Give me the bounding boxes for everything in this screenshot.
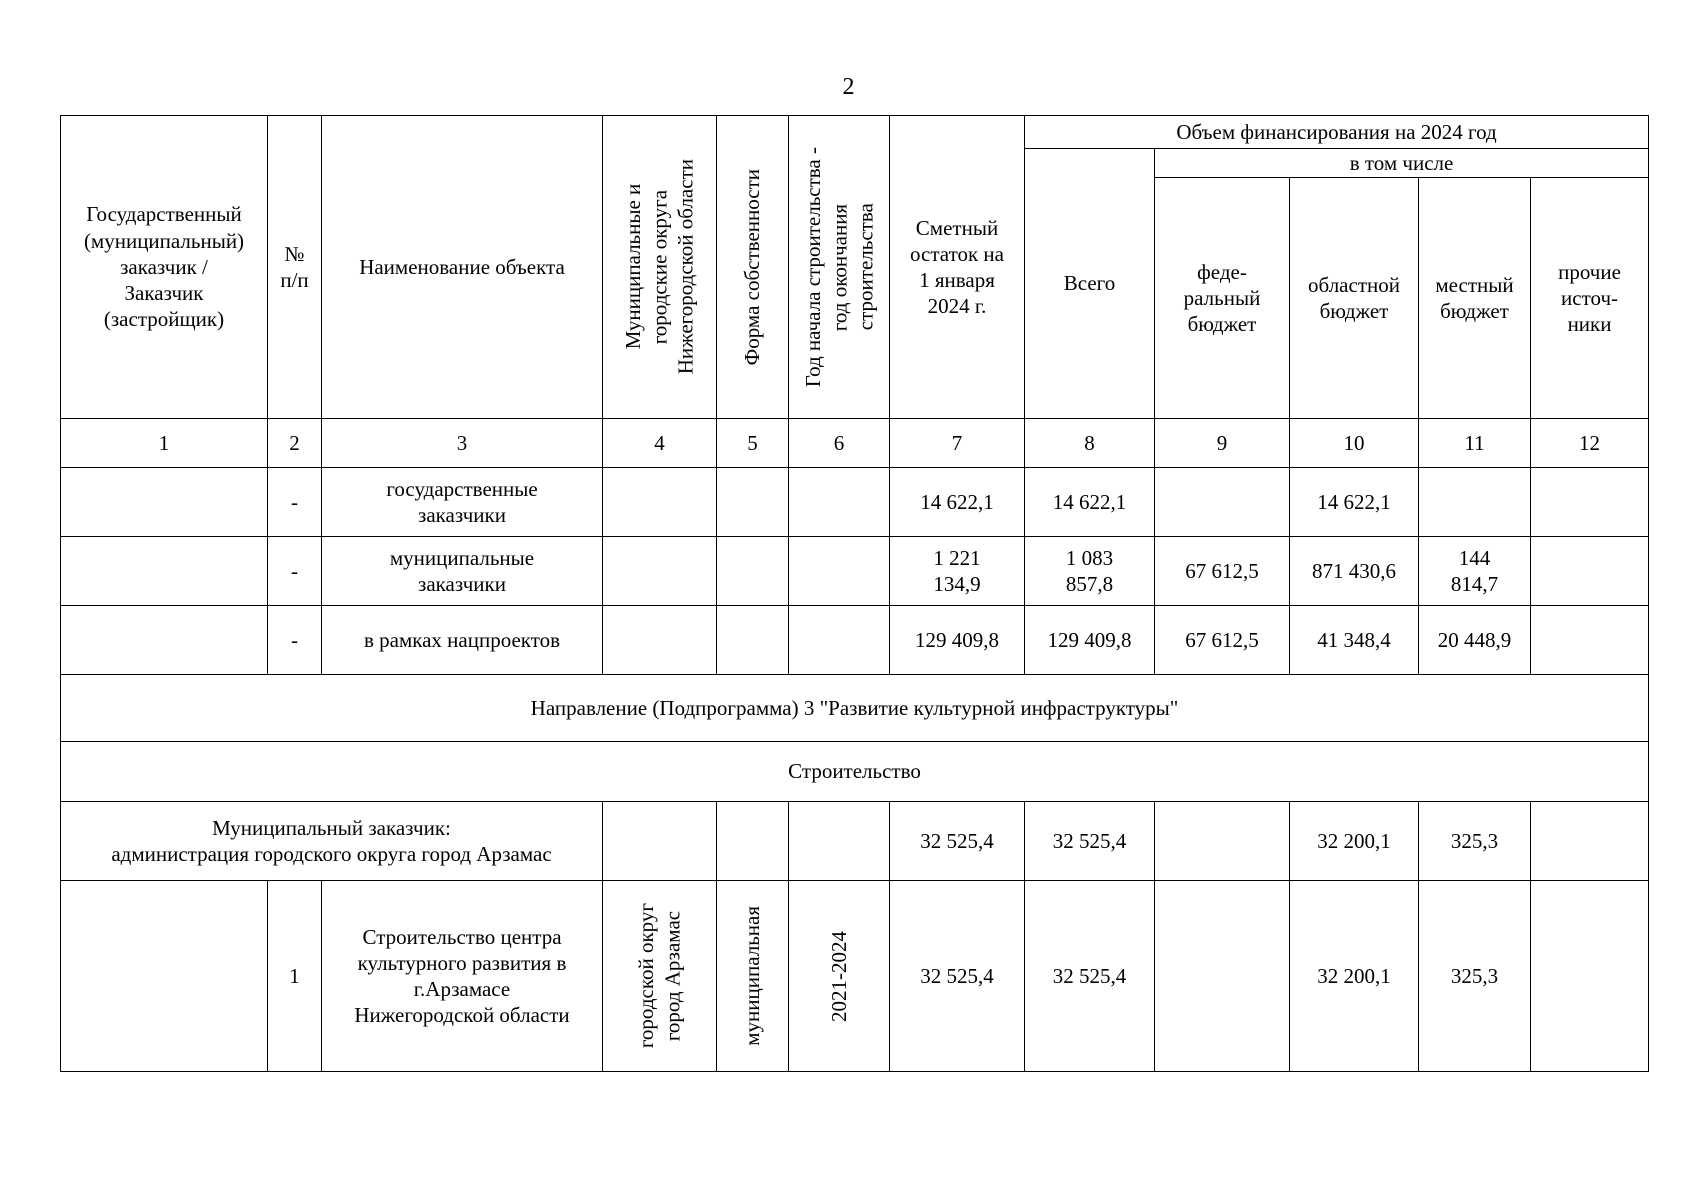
cell-customer [61, 468, 268, 537]
header-federal: феде- ральный бюджет [1155, 178, 1290, 419]
cell-municipality [603, 606, 717, 675]
summary-row-national-projects [61, 606, 1649, 675]
header-financing: Объем финансирования на 2024 год [1025, 116, 1649, 149]
cell-total: 129 409,8 [1025, 606, 1155, 675]
column-number: 11 [1419, 419, 1531, 468]
header-customer: Государственный (муниципальный) заказчик / Заказчик (застройщик) [61, 116, 268, 419]
section-title: Направление (Подпрограмма) 3 "Развитие культурной инфраструктуры" [61, 675, 1649, 742]
column-number: 2 [268, 419, 322, 468]
cell-local: 325,3 [1419, 881, 1531, 1072]
cell-federal: 67 612,5 [1155, 606, 1290, 675]
cell-years [789, 606, 890, 675]
cell-estimate: 14 622,1 [890, 468, 1025, 537]
column-number: 3 [322, 419, 603, 468]
header-years-text: Год начала строительства - год окончания строительства [800, 146, 878, 388]
header-including: в том числе [1155, 149, 1649, 178]
header-regional: областной бюджет [1290, 178, 1419, 419]
cell-other [1531, 537, 1649, 606]
cell-local: 144 814,7 [1419, 537, 1531, 606]
header-ownership [717, 116, 789, 419]
subsection-title: Строительство [61, 742, 1649, 802]
column-number: 8 [1025, 419, 1155, 468]
page-number: 2 [842, 74, 855, 100]
column-number: 10 [1290, 419, 1419, 468]
cell-years [789, 468, 890, 537]
column-numbers-row [61, 419, 1649, 468]
cell-ownership-text: муниципальная [740, 906, 765, 1046]
cell-ownership [717, 881, 789, 1072]
cell-years [789, 881, 890, 1072]
cell-ownership [717, 537, 789, 606]
section-row [61, 675, 1649, 742]
cell-total: 32 525,4 [1025, 802, 1155, 881]
header-object-name: Наименование объекта [322, 116, 603, 419]
column-number: 4 [603, 419, 717, 468]
cell-federal: 67 612,5 [1155, 537, 1290, 606]
cell-federal [1155, 802, 1290, 881]
column-number: 6 [789, 419, 890, 468]
header-row-1 [61, 116, 1649, 149]
header-ownership-text: Форма собственности [740, 168, 765, 366]
cell-municipality-text: городской округ город Арзамас [634, 903, 685, 1049]
cell-regional: 32 200,1 [1290, 802, 1419, 881]
cell-name: муниципальные заказчики [322, 537, 603, 606]
cell-estimate: 1 221 134,9 [890, 537, 1025, 606]
header-other: прочие источ- ники [1531, 178, 1649, 419]
cell-years-text: 2021-2024 [826, 930, 851, 1022]
object-row [61, 881, 1649, 1072]
summary-row-state-customers [61, 468, 1649, 537]
customer-row [61, 802, 1649, 881]
cell-regional: 871 430,6 [1290, 537, 1419, 606]
cell-years [789, 802, 890, 881]
column-number: 7 [890, 419, 1025, 468]
cell-regional: 14 622,1 [1290, 468, 1419, 537]
cell-other [1531, 468, 1649, 537]
cell-other [1531, 881, 1649, 1072]
column-number: 9 [1155, 419, 1290, 468]
cell-local: 20 448,9 [1419, 606, 1531, 675]
cell-local: 325,3 [1419, 802, 1531, 881]
cell-federal [1155, 468, 1290, 537]
header-num: № п/п [268, 116, 322, 419]
cell-customer [61, 881, 268, 1072]
customer-label: Муниципальный заказчик: администрация городского округа город Арзамас [61, 802, 603, 881]
column-number: 5 [717, 419, 789, 468]
cell-total: 32 525,4 [1025, 881, 1155, 1072]
cell-years [789, 537, 890, 606]
cell-customer [61, 537, 268, 606]
cell-municipality [603, 881, 717, 1072]
cell-estimate: 129 409,8 [890, 606, 1025, 675]
cell-ownership [717, 468, 789, 537]
column-number: 12 [1531, 419, 1649, 468]
cell-municipality [603, 537, 717, 606]
cell-name: государственные заказчики [322, 468, 603, 537]
header-years [789, 116, 890, 419]
cell-name: в рамках нацпроектов [322, 606, 603, 675]
cell-num: 1 [268, 881, 322, 1072]
subsection-row [61, 742, 1649, 802]
cell-ownership [717, 606, 789, 675]
cell-other [1531, 606, 1649, 675]
cell-total: 1 083 857,8 [1025, 537, 1155, 606]
cell-estimate: 32 525,4 [890, 802, 1025, 881]
summary-row-municipal-customers [61, 537, 1649, 606]
cell-num: - [268, 537, 322, 606]
cell-regional: 32 200,1 [1290, 881, 1419, 1072]
cell-municipality [603, 802, 717, 881]
column-number: 1 [61, 419, 268, 468]
cell-regional: 41 348,4 [1290, 606, 1419, 675]
header-total: Всего [1025, 149, 1155, 419]
cell-object-name: Строительство центра культурного развития в г.Арзамасе Нижегородской области [322, 881, 603, 1072]
cell-other [1531, 802, 1649, 881]
cell-num: - [268, 606, 322, 675]
header-estimate: Сметный остаток на 1 января 2024 г. [890, 116, 1025, 419]
cell-federal [1155, 881, 1290, 1072]
cell-total: 14 622,1 [1025, 468, 1155, 537]
cell-ownership [717, 802, 789, 881]
cell-local [1419, 468, 1531, 537]
cell-customer [61, 606, 268, 675]
cell-municipality [603, 468, 717, 537]
financing-table [60, 115, 1649, 1072]
cell-estimate: 32 525,4 [890, 881, 1025, 1072]
header-local: местный бюджет [1419, 178, 1531, 419]
cell-num: - [268, 468, 322, 537]
header-municipalities-text: Муниципальные и городские округа Нижегородской области [621, 159, 698, 375]
header-municipalities [603, 116, 717, 419]
